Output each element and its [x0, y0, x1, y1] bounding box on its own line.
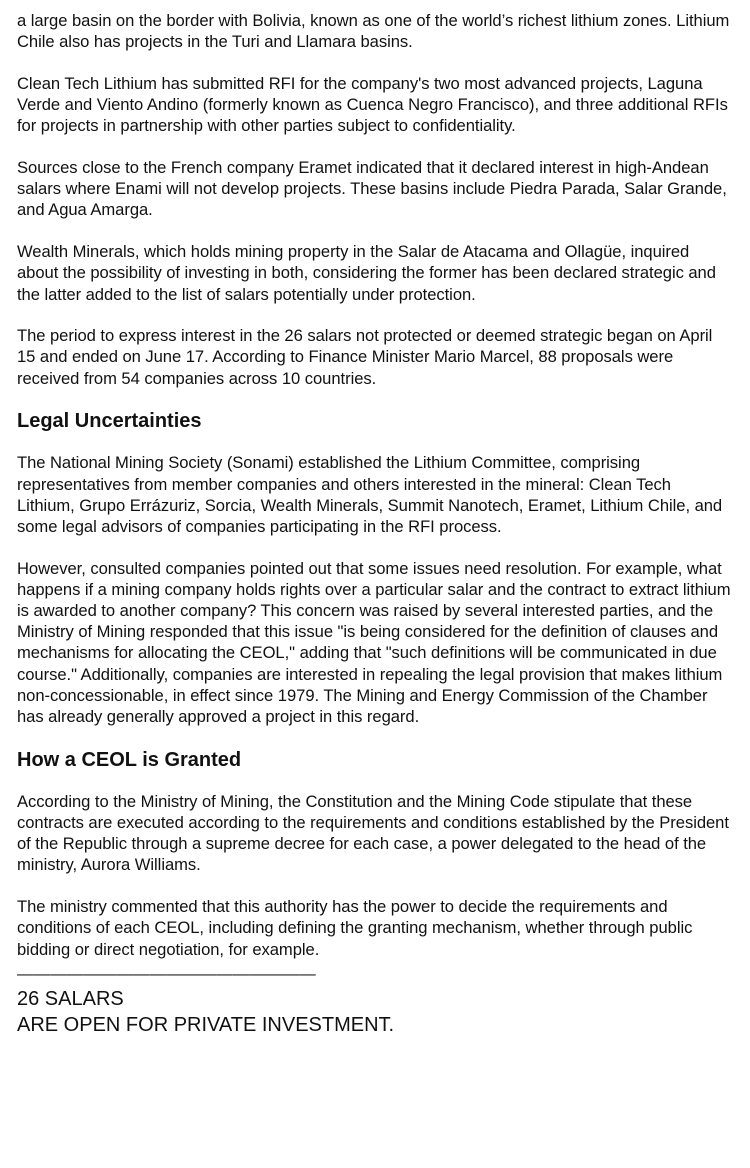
- paragraph-ministry-constitution: According to the Ministry of Mining, the Constitution and the Mining Code stipulate that these contracts are executed according to the requirements and conditions established by the President of the Republic through a supreme decree for each case, a power delegated to the head of the ministry, Aurora Williams.: [17, 791, 729, 875]
- article-body: [17, 10, 733, 1039]
- paragraph-eramet: Sources close to the French company Eramet indicated that it declared interest in high-Andean salars where Enami will not develop projects. These basins include Piedra Parada, Salar Grande, and Agua Amarga.: [17, 158, 727, 220]
- paragraph-interest-period: The period to express interest in the 26 salars not protected or deemed strategic began on April 15 and ended on June 17. According to Finance Minister Mario Marcel, 88 proposals were received from 54 companies across 10 countries.: [17, 326, 713, 388]
- callout-line-1: 26 SALARS: [17, 987, 124, 1010]
- callout-26-salars: [17, 986, 733, 1039]
- paragraph-ministry-authority: The ministry commented that this authority has the power to decide the requirements and conditions of each CEOL, including defining the granting mechanism, whether through public bidding or direct negotiation, for example.: [17, 897, 693, 959]
- paragraph-wealth-minerals: Wealth Minerals, which holds mining property in the Salar de Atacama and Ollagüe, inquired about the possibility of investing in both, considering the former has been declared strategic and the latter added to the list of salars potentially under protection.: [17, 242, 716, 304]
- heading-ceol-granted: How a CEOL is Granted: [17, 748, 242, 771]
- paragraph-issues-resolution: However, consulted companies pointed out that some issues need resolution. For example, what happens if a mining company holds rights over a particular salar and the contract to extract lithium is awarded to another company? This concern was raised by several interested parties, and the Ministry of Mining responded that this issue "is being considered for the definition of clauses and mechanisms for allocating the CEOL," adding that "such definitions will be communicated in due course." Additionally, companies are interested in repealing the legal provision that makes lithium non-concessionable, in effect since 1979. The Mining and Energy Commission of the Chamber has already generally approved a project in this regard.: [17, 558, 731, 727]
- heading-legal-uncertainties: Legal Uncertainties: [17, 410, 202, 433]
- dash-divider: ——————————————————: [17, 963, 316, 983]
- callout-line-2: ARE OPEN FOR PRIVATE INVESTMENT.: [17, 1014, 395, 1037]
- paragraph-lithium-chile: a large basin on the border with Bolivia, known as one of the world’s richest lithium zones. Lithium Chile also has projects in the Turi and Llamara basins.: [17, 11, 730, 52]
- paragraph-clean-tech-lithium: Clean Tech Lithium has submitted RFI for the company's two most advanced projects, Laguna Verde and Viento Andino (formerly known as Cuenca Negro Francisco), and three additional RFIs for projects in partnership with other parties subject to confidentiality.: [17, 73, 728, 136]
- paragraph-sonami-committee: The National Mining Society (Sonami) established the Lithium Committee, comprising representatives from member companies and others interested in the mineral: Clean Tech Lithium, Grupo Errázuriz, Sorcia, Wealth Minerals, Summit Nanotech, Eramet, Lithium Chile, and some legal advisors of companies participating in the RFI process.: [17, 453, 723, 536]
